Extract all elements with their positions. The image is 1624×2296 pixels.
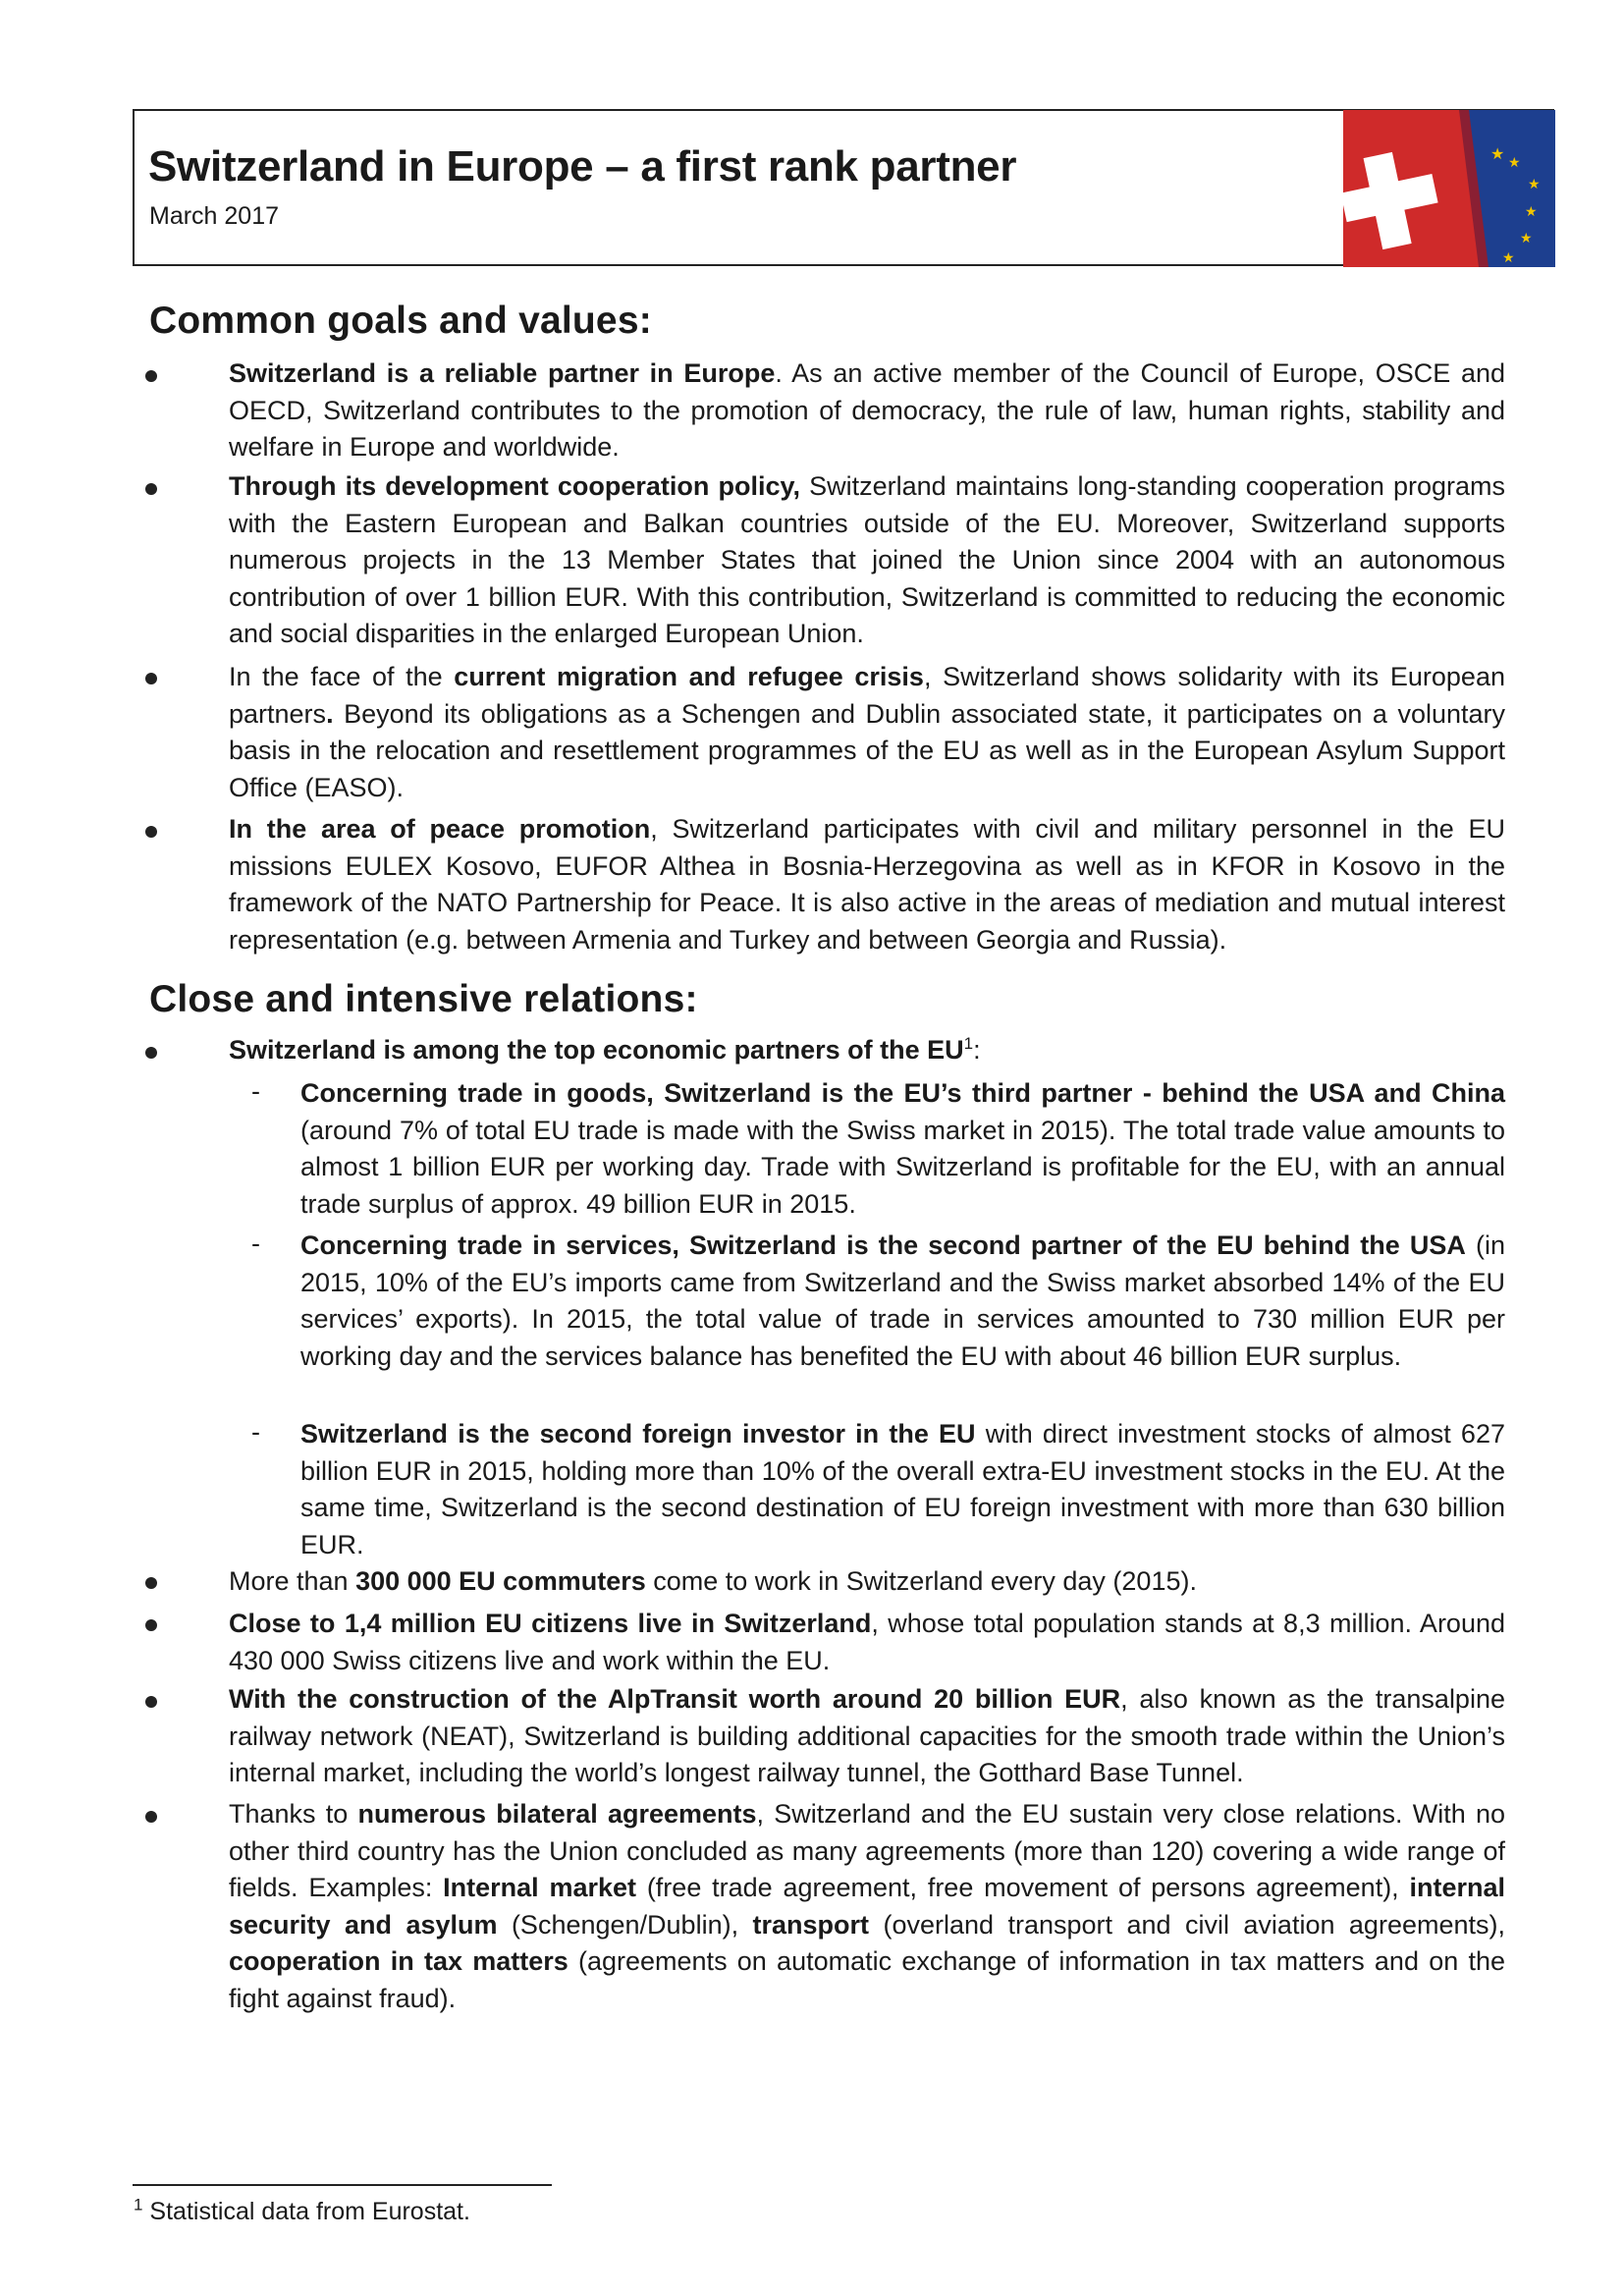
svg-text:★: ★ [1490, 144, 1505, 163]
bullet-icon [145, 1047, 157, 1059]
bullet-icon [145, 370, 157, 382]
dash-marker: - [251, 1076, 260, 1106]
svg-text:★: ★ [1508, 155, 1521, 171]
list-item: Through its development cooperation policy, Switzerland maintains long-standing cooperation programs with the Eastern European and Balkan countries outside of the EU. Moreover, Switzerland supports numerous projects in the 13 Member States that joined the Union since 2004 with an autonomous contribution of over 1 billion EUR. With this contribution, Switzerland is committed to reducing the economic and social disparities in the enlarged European Union. [229, 471, 1505, 648]
dash-marker: - [251, 1417, 260, 1447]
list-item: More than 300 000 EU commuters come to work in Switzerland every day (2015). [229, 1566, 1197, 1596]
dash-marker: - [251, 1229, 260, 1258]
list-item: With the construction of the AlpTransit worth around 20 billion EUR, also known as the transalpine railway network (NEAT), Switzerland is building additional capacities for the smooth trade within the Union’s internal market, including the world’s longest railway tunnel, the Gotthard Base Tunnel. [229, 1684, 1505, 1787]
footnote-divider [133, 2184, 552, 2186]
list-item: In the face of the current migration and refugee crisis, Switzerland shows solidarity with its European partners. Beyond its obligations as a Schengen and Dublin associated state, it participates on a voluntary basis in the relocation and resettlement programmes of the EU as well as in the European Asylum Support Office (EASO). [229, 662, 1505, 802]
svg-text:★: ★ [1520, 231, 1533, 246]
svg-text:★: ★ [1525, 204, 1538, 220]
list-item: Switzerland is a reliable partner in Europe. As an active member of the Council of Europe, OSCE and OECD, Switzerland contributes to the promotion of democracy, the rule of law, human rights, stability and welfare in Europe and worldwide. [229, 358, 1506, 462]
list-item: In the area of peace promotion, Switzerland participates with civil and military personnel in the EU missions EULEX Kosovo, EUFOR Althea in Bosnia-Herzegovina as well as in KFOR in Kosovo in the framework of the NATO Partnership for Peace. It is also active in the areas of mediation and mutual interest representation (e.g. between Armenia and Turkey and between Georgia and Russia). [229, 814, 1505, 955]
bullet-icon [145, 673, 157, 684]
footnote: $^1$ Statistical data from Eurostat. [134, 2195, 470, 2225]
bullet-icon [145, 1577, 157, 1589]
bullet-icon [145, 483, 157, 495]
list-item: Close to 1,4 million EU citizens live in Switzerland, whose total population stands at 8,3 million. Around 430 000 Swiss citizens live and work within the EU. [229, 1609, 1505, 1675]
list-item: Thanks to numerous bilateral agreements, Switzerland and the EU sustain very close relations. With no other third country has the Union concluded as many agreements (more than 120) covering a wide range of fields. Examples: Internal market (free trade agreement, free movement of persons agreement), internal security and asylum (Schengen/Dublin), transport (overland transport and civil aviation agreements), cooperation in tax matters (agreements on automatic exchange of information in tax matters and on the fight against fraud). [229, 1799, 1506, 2013]
list-item: Switzerland is among the top economic partners of the $EU^1$: [229, 1034, 981, 1065]
section-heading-common-goals: Common goals and values: [149, 300, 652, 342]
document-date: March 2017 [149, 202, 280, 230]
document-title: Switzerland in Europe – a first rank partner [148, 142, 1017, 191]
bullet-icon [145, 826, 157, 838]
svg-text:★: ★ [1528, 177, 1541, 192]
sub-list-item: Switzerland is the second foreign investor in the EU with direct investment stocks of almost 627 billion EUR in 2015, holding more than 10% of the overall extra-EU investment stocks in the EU. At the same time, Switzerland is the second destination of EU foreign investment with more than 630 billion EUR. [300, 1419, 1505, 1559]
sub-list-item: Concerning trade in goods, Switzerland is the EU’s third partner - behind the USA and China (around 7% of total EU trade is made with the Swiss market in 2015). The total trade value amounts to almost 1 billion EUR per working day. Trade with Switzerland is profitable for the EU, with an annual trade surplus of approx. 49 billion EUR in 2015. [300, 1078, 1505, 1219]
bullet-icon [145, 1811, 157, 1823]
svg-text:★: ★ [1502, 250, 1515, 266]
bullet-icon [145, 1696, 157, 1708]
bullet-icon [145, 1619, 157, 1631]
sub-list-item: Concerning trade in services, Switzerland is the second partner of the EU behind the USA (in 2015, 10% of the EU’s imports came from Switzerland and the Swiss market absorbed 14% of the EU services’ exports). In 2015, the total value of trade in services amounted to 730 million EUR per working day and the services balance has benefited the EU with about 46 billion EUR surplus. [300, 1230, 1505, 1371]
swiss-eu-flag-image [1343, 110, 1555, 267]
section-heading-close-relations: Close and intensive relations: [149, 978, 698, 1020]
